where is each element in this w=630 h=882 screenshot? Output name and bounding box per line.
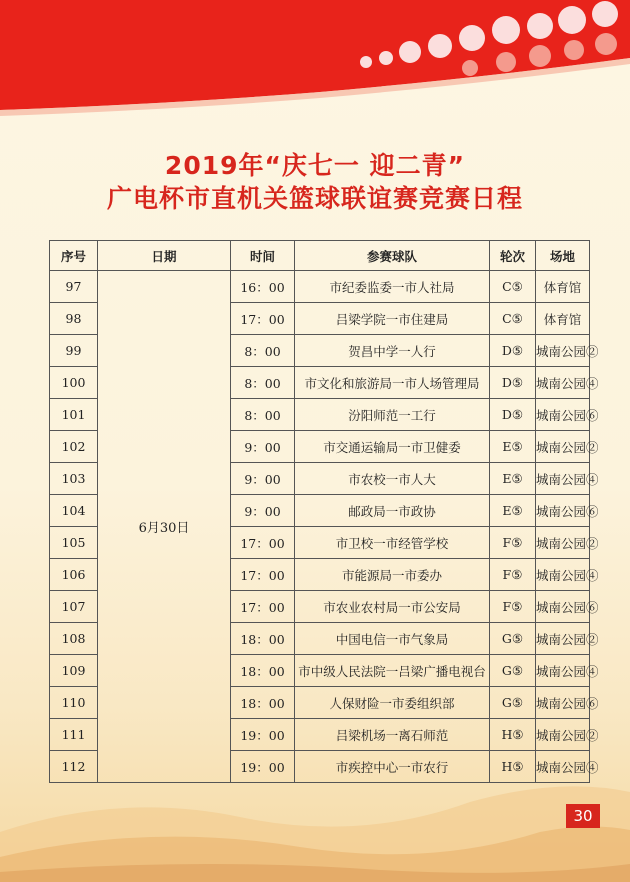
- row-teams: 市纪委监委一市人社局: [295, 271, 490, 303]
- row-index: 99: [50, 335, 98, 367]
- row-time: 17：00: [231, 303, 295, 335]
- page-title-line1: 2019年“庆七一 迎二青”: [164, 151, 466, 180]
- row-round: F⑤: [490, 559, 536, 591]
- header-index: 序号: [50, 241, 98, 271]
- row-round: H⑤: [490, 719, 536, 751]
- row-index: 107: [50, 591, 98, 623]
- row-venue: 城南公园④: [536, 655, 590, 687]
- row-time: 18：00: [231, 623, 295, 655]
- header-teams: 参赛球队: [295, 241, 490, 271]
- row-index: 97: [50, 271, 98, 303]
- row-index: 103: [50, 463, 98, 495]
- header-time: 时间: [231, 241, 295, 271]
- header-date: 日期: [98, 241, 231, 271]
- row-venue: 城南公园⑥: [536, 687, 590, 719]
- row-index: 98: [50, 303, 98, 335]
- row-round: H⑤: [490, 751, 536, 783]
- row-round: F⑤: [490, 527, 536, 559]
- page-title-line2: 广电杯市直机关篮球联谊赛竞赛日程: [106, 184, 523, 213]
- row-teams: 市疾控中心一市农行: [295, 751, 490, 783]
- row-index: 105: [50, 527, 98, 559]
- row-venue: 城南公园④: [536, 367, 590, 399]
- row-time: 17：00: [231, 527, 295, 559]
- row-index: 110: [50, 687, 98, 719]
- row-time: 19：00: [231, 719, 295, 751]
- row-index: 104: [50, 495, 98, 527]
- row-teams: 市农校一市人大: [295, 463, 490, 495]
- row-index: 111: [50, 719, 98, 751]
- row-round: D⑤: [490, 399, 536, 431]
- row-index: 112: [50, 751, 98, 783]
- row-teams: 汾阳师范一工行: [295, 399, 490, 431]
- row-round: E⑤: [490, 495, 536, 527]
- row-round: C⑤: [490, 303, 536, 335]
- row-venue: 城南公园②: [536, 431, 590, 463]
- row-index: 109: [50, 655, 98, 687]
- row-time: 9：00: [231, 431, 295, 463]
- row-teams: 吕梁学院一市住建局: [295, 303, 490, 335]
- row-teams: 市中级人民法院一吕梁广播电视台: [295, 655, 490, 687]
- row-date: 6月30日: [98, 271, 231, 783]
- row-time: 19：00: [231, 751, 295, 783]
- row-teams: 人保财险一市委组织部: [295, 687, 490, 719]
- row-teams: 中国电信一市气象局: [295, 623, 490, 655]
- row-time: 9：00: [231, 463, 295, 495]
- row-venue: 城南公园②: [536, 623, 590, 655]
- row-index: 101: [50, 399, 98, 431]
- header-round: 轮次: [490, 241, 536, 271]
- row-index: 108: [50, 623, 98, 655]
- row-time: 16：00: [231, 271, 295, 303]
- row-teams: 市交通运输局一市卫健委: [295, 431, 490, 463]
- row-round: F⑤: [490, 591, 536, 623]
- row-index: 106: [50, 559, 98, 591]
- row-round: E⑤: [490, 431, 536, 463]
- table-row: [50, 271, 590, 303]
- row-venue: 城南公园②: [536, 719, 590, 751]
- page-number: 30: [566, 804, 600, 828]
- row-time: 8：00: [231, 335, 295, 367]
- row-teams: 吕梁机场一离石师范: [295, 719, 490, 751]
- row-round: G⑤: [490, 687, 536, 719]
- row-time: 8：00: [231, 399, 295, 431]
- table-header-row: [50, 241, 590, 271]
- row-venue: 城南公园④: [536, 559, 590, 591]
- row-time: 17：00: [231, 591, 295, 623]
- schedule-table: [49, 240, 599, 783]
- row-round: E⑤: [490, 463, 536, 495]
- row-teams: 市文化和旅游局一市人场管理局: [295, 367, 490, 399]
- row-teams: 市农业农村局一市公安局: [295, 591, 490, 623]
- row-round: G⑤: [490, 655, 536, 687]
- row-venue: 城南公园④: [536, 463, 590, 495]
- row-index: 102: [50, 431, 98, 463]
- row-time: 18：00: [231, 655, 295, 687]
- row-time: 9：00: [231, 495, 295, 527]
- row-venue: 体育馆: [536, 271, 590, 303]
- row-round: C⑤: [490, 271, 536, 303]
- row-venue: 城南公园②: [536, 527, 590, 559]
- row-venue: 体育馆: [536, 303, 590, 335]
- row-time: 18：00: [231, 687, 295, 719]
- header-venue: 场地: [536, 241, 590, 271]
- row-index: 100: [50, 367, 98, 399]
- row-round: G⑤: [490, 623, 536, 655]
- row-teams: 贺昌中学一人行: [295, 335, 490, 367]
- row-teams: 市卫校一市经管学校: [295, 527, 490, 559]
- row-time: 17：00: [231, 559, 295, 591]
- row-time: 8：00: [231, 367, 295, 399]
- row-teams: 邮政局一市政协: [295, 495, 490, 527]
- row-venue: 城南公园④: [536, 751, 590, 783]
- row-venue: 城南公园⑥: [536, 591, 590, 623]
- red-banner-decoration: [0, 0, 630, 120]
- row-round: D⑤: [490, 335, 536, 367]
- row-venue: 城南公园⑥: [536, 399, 590, 431]
- row-venue: 城南公园⑥: [536, 495, 590, 527]
- row-venue: 城南公园②: [536, 335, 590, 367]
- row-teams: 市能源局一市委办: [295, 559, 490, 591]
- row-round: D⑤: [490, 367, 536, 399]
